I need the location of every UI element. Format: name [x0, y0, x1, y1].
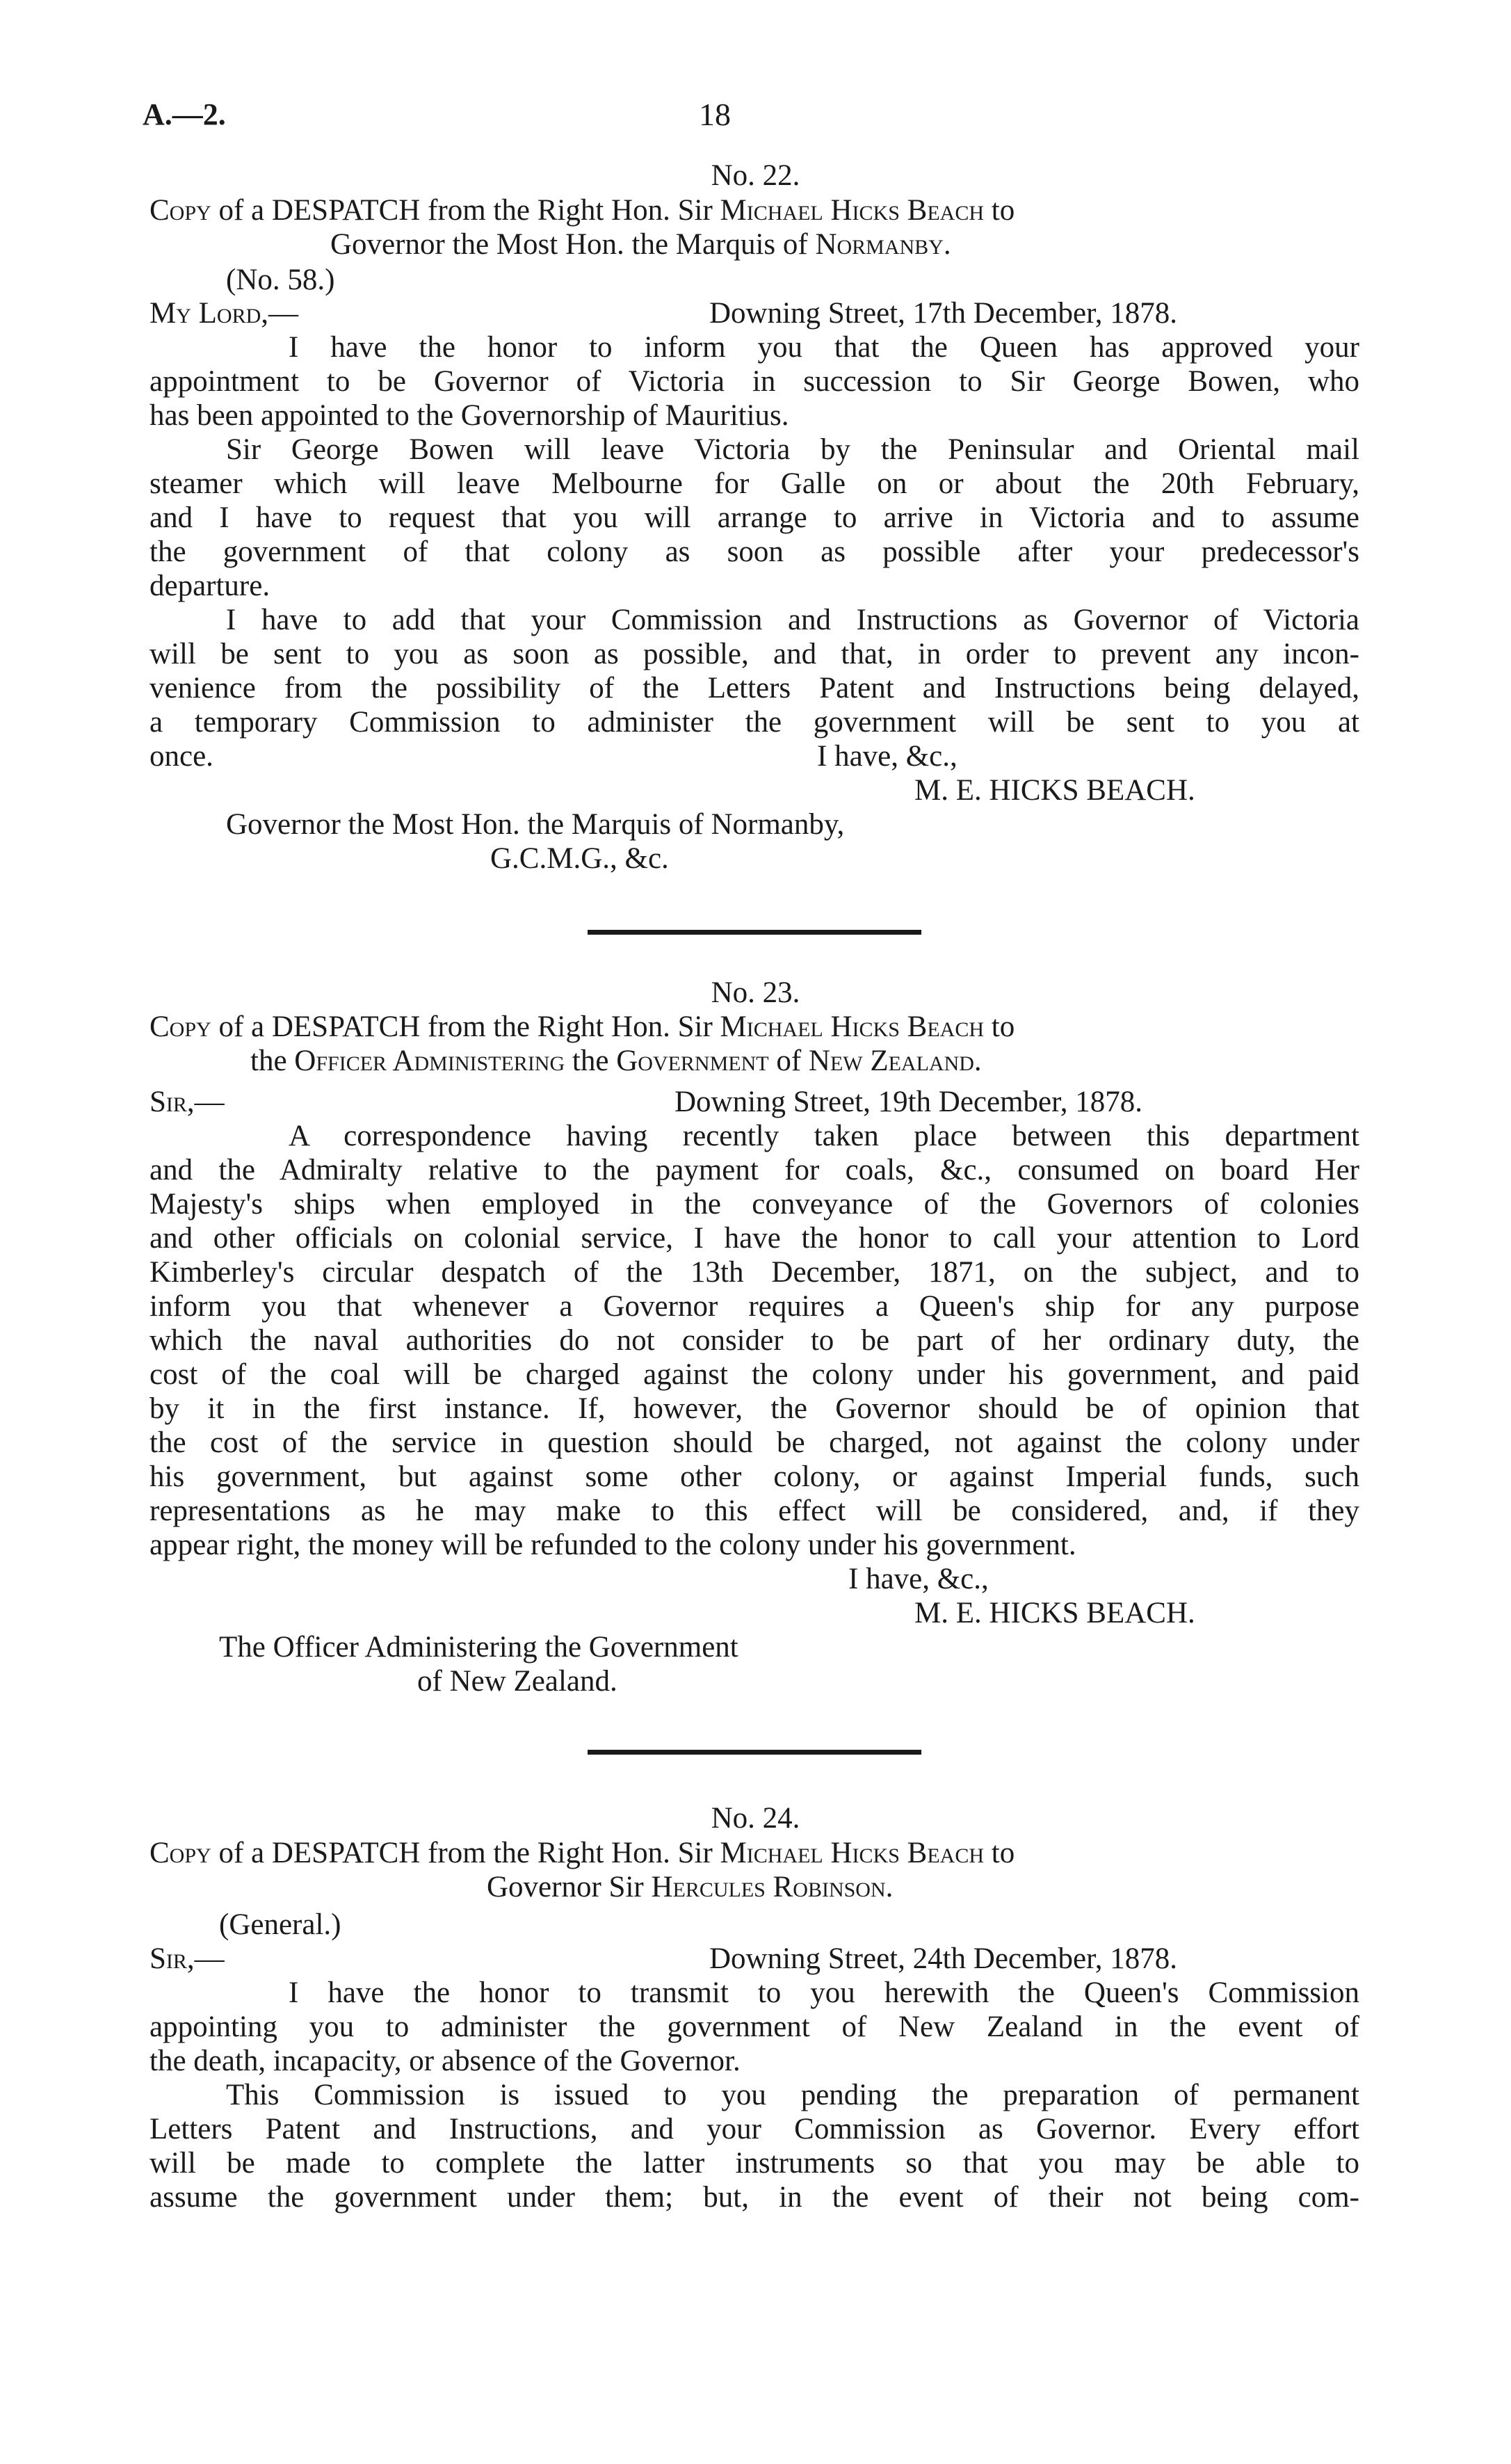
- salutation: Sir,—: [150, 1942, 225, 1975]
- body-line: once.: [150, 740, 213, 773]
- section-divider: [588, 930, 921, 935]
- section-divider: [588, 1750, 921, 1755]
- body-line: Sir George Bowen will leave Victoria by the Peninsular and Oriental mail: [226, 433, 1359, 466]
- salutation: Sir,—: [150, 1086, 225, 1118]
- page-number: 18: [699, 97, 731, 132]
- body-line: Letters Patent and Instructions, and your Commission as Governor. Every effort: [150, 2113, 1359, 2145]
- despatch-number: No. 22.: [711, 159, 800, 192]
- body-line: the government of that colony as soon as possible after your predecessor's: [150, 536, 1359, 568]
- body-line: steamer which will leave Melbourne for Galle on or about the 20th February,: [150, 467, 1359, 500]
- body-line: and the Admiralty relative to the payment for coals, &c., consumed on board Her: [150, 1154, 1359, 1186]
- signature: M. E. HICKS BEACH.: [914, 1597, 1195, 1629]
- body-line: inform you that whenever a Governor requires a Queen's ship for any purpose: [150, 1290, 1359, 1323]
- body-line: venience from the possibility of the Letters Patent and Instructions being delayed,: [150, 672, 1359, 704]
- body-line: a temporary Commission to administer the government will be sent to you at: [150, 706, 1359, 739]
- body-line: his government, but against some other colony, or against Imperial funds, such: [150, 1460, 1359, 1493]
- body-line: will be made to complete the latter instruments so that you may be able to: [150, 2147, 1359, 2180]
- despatch-title-line2: the Officer Administering the Government of New Zealand.: [250, 1045, 982, 1077]
- body-line: I have to add that your Commission and Instructions as Governor of Victoria: [226, 604, 1359, 636]
- body-line: departure.: [150, 570, 270, 602]
- body-line: and I have to request that you will arrange to arrive in Victoria and to assume: [150, 501, 1359, 534]
- despatch-title-line1: Copy of a DESPATCH from the Right Hon. Sir Michael Hicks Beach to: [150, 1010, 1015, 1043]
- body-line: This Commission is issued to you pending the preparation of permanent: [226, 2079, 1359, 2111]
- body-line: by it in the first instance. If, however, the Governor should be of opinion that: [150, 1392, 1359, 1425]
- body-line: appear right, the money will be refunded to the colony under his government.: [150, 1529, 1076, 1561]
- body-line: the cost of the service in question should be charged, not against the colony under: [150, 1426, 1359, 1459]
- body-line: appointment to be Governor of Victoria in succession to Sir George Bowen, who: [150, 365, 1359, 398]
- document-series-label: A.—2.: [143, 97, 226, 131]
- addressee-line1: Governor the Most Hon. the Marquis of Normanby,: [226, 808, 845, 841]
- despatch-date: Downing Street, 24th December, 1878.: [709, 1942, 1177, 1975]
- despatch-number: No. 23.: [711, 976, 800, 1009]
- despatch-sub-number: (General.): [219, 1908, 341, 1941]
- body-line: I have the honor to inform you that the Queen has approved your: [289, 331, 1359, 364]
- body-line: A correspondence having recently taken place between this department: [289, 1120, 1359, 1152]
- despatch-date: Downing Street, 17th December, 1878.: [709, 297, 1177, 330]
- despatch-title-line1: Copy of a DESPATCH from the Right Hon. Sir Michael Hicks Beach to: [150, 1837, 1015, 1869]
- addressee-line2: of New Zealand.: [417, 1665, 617, 1698]
- body-line: and other officials on colonial service, I have the honor to call your attention to Lord: [150, 1222, 1359, 1255]
- body-line: cost of the coal will be charged against the colony under his government, and paid: [150, 1358, 1359, 1391]
- despatch-title-line2: Governor Sir Hercules Robinson.: [487, 1871, 894, 1903]
- despatch-sub-number: (No. 58.): [226, 264, 335, 296]
- despatch-title-line2: Governor the Most Hon. the Marquis of Normanby.: [330, 228, 951, 261]
- signature: M. E. HICKS BEACH.: [914, 774, 1195, 807]
- body-line: will be sent to you as soon as possible, and that, in order to prevent any incon-: [150, 638, 1359, 670]
- body-line: which the naval authorities do not consider to be part of her ordinary duty, the: [150, 1324, 1359, 1357]
- body-line: has been appointed to the Governorship of Mauritius.: [150, 399, 789, 432]
- addressee-line1: The Officer Administering the Government: [219, 1631, 738, 1664]
- body-line: I have the honor to transmit to you herewith the Queen's Commission: [289, 1976, 1359, 2009]
- body-line: Kimberley's circular despatch of the 13th December, 1871, on the subject, and to: [150, 1256, 1359, 1289]
- salutation: My Lord,—: [150, 297, 299, 330]
- despatch-body: [150, 330, 1359, 739]
- closing: I have, &c.,: [848, 1563, 989, 1595]
- body-line: the death, incapacity, or absence of the Governor.: [150, 2045, 741, 2077]
- body-line: Majesty's ships when employed in the conveyance of the Governors of colonies: [150, 1188, 1359, 1221]
- despatch-title-line1: Copy of a DESPATCH from the Right Hon. Sir Michael Hicks Beach to: [150, 194, 1015, 227]
- body-line: appointing you to administer the government of New Zealand in the event of: [150, 2011, 1359, 2043]
- despatch-date: Downing Street, 19th December, 1878.: [674, 1086, 1142, 1118]
- despatch-body: [150, 1119, 1359, 1562]
- body-line: representations as he may make to this effect will be considered, and, if they: [150, 1495, 1359, 1527]
- addressee-line2: G.C.M.G., &c.: [490, 842, 669, 875]
- despatch-body: [150, 1976, 1359, 2214]
- body-line: assume the government under them; but, in the event of their not being com-: [150, 2181, 1359, 2214]
- despatch-number: No. 24.: [711, 1802, 800, 1835]
- closing: I have, &c.,: [817, 740, 957, 773]
